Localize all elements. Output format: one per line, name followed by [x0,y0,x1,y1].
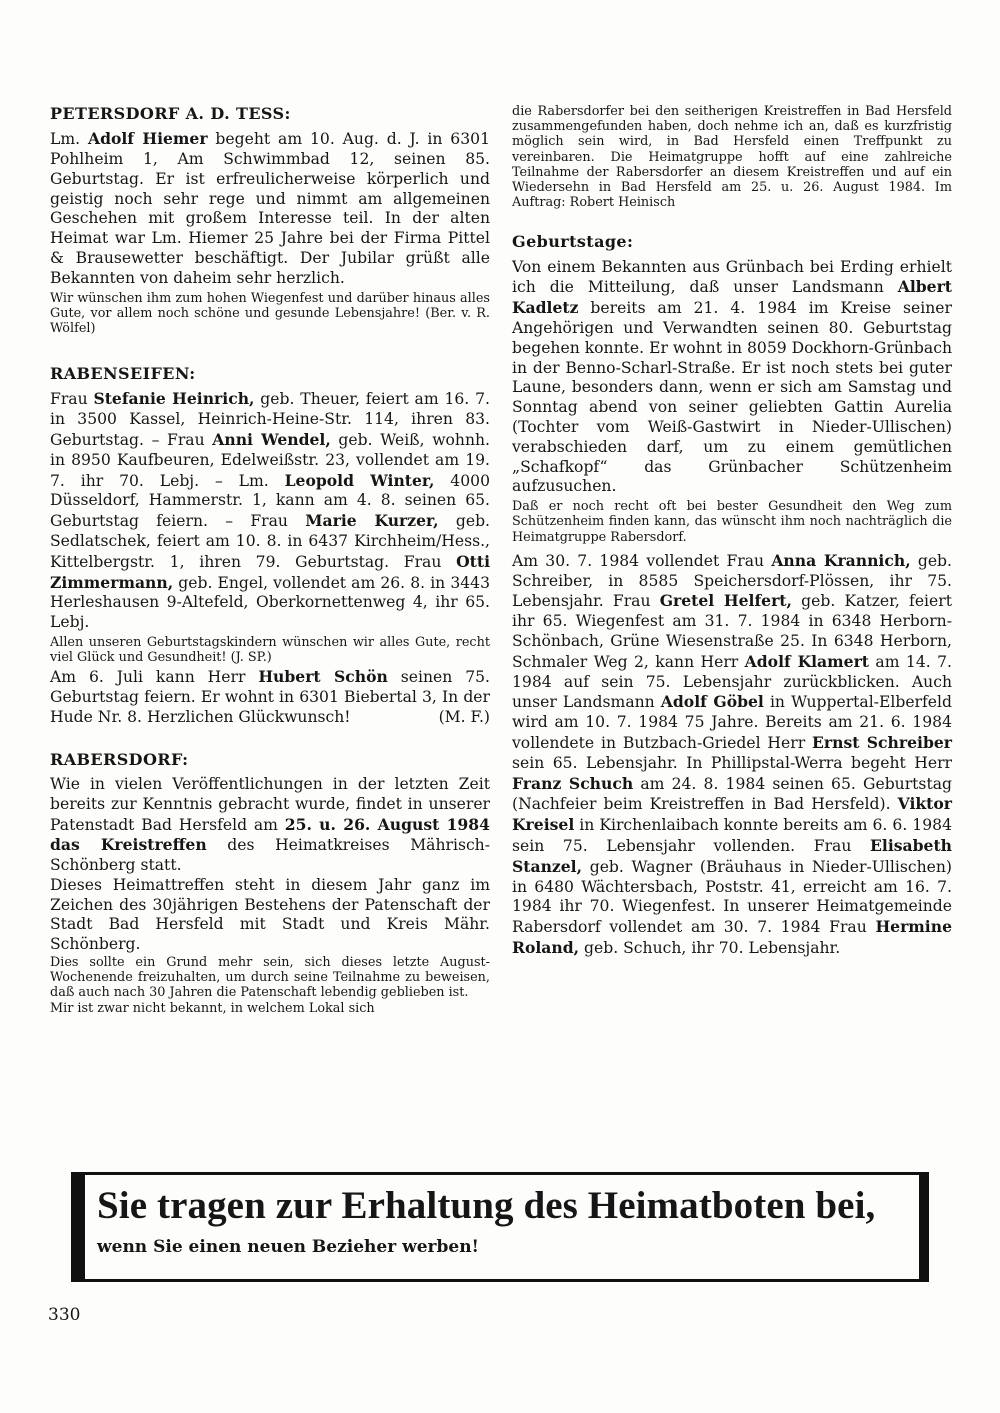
left-column [50,104,490,1028]
event-highlight: 25. u. 26. August 1984 das Kreistreffen [50,814,490,855]
section-petersdorf [50,104,490,336]
paragraph [50,775,490,876]
person-name: Viktor Kreisel [512,794,952,835]
person-name: Marie Kurzer, [305,511,439,531]
text-run: begeht am 10. Aug. d. J. in 6301 Pohlheim 1, Am Schwimmbad 12, seinen 85. Geburtstag. Er ist erfreulicherweise körperlich und geistig noch sehr rege und nimmt am allgemeinen Geschehen mit großem Interesse teil. In der alten Heimat war Lm. Hiemer 25 Jahre bei der Firma Pittel & Brausewetter beschäftigt. Der Jubilar grüßt alle Bekannten von daheim sehr herzlich. [50,130,490,287]
person-name: Adolf Göbel [660,692,764,712]
text-run: am 24. 8. 1984 seinen 65. Geburtstag (Nachfeier beim Kreistreffen in Bad Hersfeld). [512,774,952,814]
section-geburtstage [512,232,952,958]
paragraph [50,129,490,288]
person-name: Stefanie Heinrich, [93,389,255,409]
person-name: Hubert Schön [258,667,388,687]
person-name: Adolf Hiemer [87,129,208,149]
paragraph-small: Daß er noch recht oft bei bester Gesundheit den Weg zum Schützenheim finden kann, das wünscht ihm noch nachträglich die Heimatgruppe Rabersdorf. [512,499,952,545]
page-number: 330 [48,1305,81,1325]
right-column [512,104,952,971]
paragraph-small: die Rabersdorfer bei den seitherigen Kreistreffen in Bad Hersfeld zusammengefunden haben, doch nehme ich an, daß es kurzfristig möglich sein wird, in Bad Hersfeld einen Treffpunkt zu vereinbaren. Die Heimatgruppe hofft auf eine zahlreiche Teilnahme der Rabersdorfer an diesem Kreistreffen und auf ein Wiedersehn in Bad Hersfeld am 25. u. 26. August 1984. Im Auftrag: Robert Heinisch [512,104,952,211]
section-heading: RABERSDORF: [50,749,189,769]
paragraph-small: Wir wünschen ihm zum hohen Wiegenfest und darüber hinaus alles Gute, vor allem noch schöne und gesunde Lebensjahre! (Ber. v. R. Wölfel) [50,290,490,336]
person-name: Hermine Roland, [512,917,952,957]
text-run: geb. Wagner (Bräuhaus in Nieder-Ullischen) in 6480 Wächtersbach, Poststr. 41, erreicht am 16. 7. 1984 ihr 70. Wiegenfest. In unserer Heimatgemeinde Rabersdorf vollendet am 30. 7. 1984 Frau [512,857,952,937]
text-run: Am 30. 7. 1984 vollendet Frau [512,551,772,570]
section-heading: Geburtstage: [512,232,634,252]
text-run: geb. Katzer, feiert ihr 65. Wiegenfest am 31. 7. 1984 in 6348 Herborn-Schönbach, Grüne Wiesenstraße 25. In 6348 Herborn, Schmaler Weg 2, kann Herr [512,592,952,671]
text-run: am 14. 7. 1984 auf sein 75. Lebensjahr zurückblicken. Auch unser Landsmann [512,652,952,712]
paragraph-small: Mir ist zwar nicht bekannt, in welchem Lokal sich [50,1000,375,1016]
paragraph [512,551,952,959]
person-name: Albert Kadletz [512,277,952,318]
ad-title: Sie tragen zur Erhaltung des Heimatboten bei, [97,1184,876,1227]
section-rabersdorf [50,750,490,1016]
person-name: Elisabeth Stanzel, [512,835,952,876]
person-name: Anna Krannich, [771,550,911,570]
text-run: Frau [50,390,94,409]
text-run: seinen 75. Geburtstag feiern. Er wohnt in 6301 Biebertal 3, In der Hude Nr. 8. Herzlichen Glückwunsch! [50,668,490,726]
text-run: geb. Schreiber, in 8585 Speichersdorf-Plössen, ihr 75. Lebensjahr. Frau [512,551,953,611]
text-run: Von einem Bekannten aus Grünbach bei Erding erhielt ich die Mitteilung, daß unser Landsmann [512,257,952,297]
paragraph: Dieses Heimattreffen steht in diesem Jahr ganz im Zeichen des 30jährigen Bestehens der Patenschaft der Stadt Bad Hersfeld mit Stadt und Kreis Mähr. Schönberg. [50,875,490,954]
person-name: Ernst Schreiber [812,732,952,752]
text-run: Wie in vielen Veröffentlichungen in der letzten Zeit bereits zur Kenntnis gebracht wurde, findet in unserer Patenstadt Bad Hersfeld am [50,774,490,834]
paragraph [50,389,490,633]
paragraph [512,258,952,498]
person-name: Anni Wendel, [212,429,331,449]
advertisement-box [71,1172,929,1282]
person-name: Otti Zimmermann, [50,551,490,592]
text-run: Am 6. Juli kann Herr [50,668,259,687]
text-run: des Heimatkreises Mährisch-Schönberg statt. [50,836,490,875]
paragraph-small: Dies sollte ein Grund mehr sein, sich dieses letzte August-Wochenende freizuhalten, um durch seine Teilnahme zu beweisen, daß auch nach 30 Jahren die Patenschaft lebendig geblieben ist. [50,955,490,1001]
section-heading: PETERSDORF A. D. TESS: [50,104,291,123]
text-run: Lm. [50,130,88,149]
text-run: geb. Weiß, wohnh. in 8950 Kaufbeuren, Edelweißstr. 23, vollendet am 19. 7. ihr 70. Lebj. – Lm. [50,430,491,490]
text-run: geb. Sedlatschek, feiert am 10. 8. in 6437 Kirchheim/Hess., Kittelbergstr. 1, ihren 79. Geburtstag. Frau [50,512,491,571]
text-run: geb. Engel, vollendet am 26. 8. in 3443 Herleshausen 9-Altefeld, Oberkornettenweg 4, ihr 65. Lebj. [50,573,490,632]
text-run: geb. Theuer, feiert am 16. 7. in 3500 Kassel, Heinrich-Heine-Str. 114, ihren 83. Geburtstag. – Frau [50,390,490,449]
paragraph-small: Allen unseren Geburtstagskindern wünschen wir alles Gute, recht viel Glück und Gesundheit! (J. SP.) [50,634,490,666]
text-run: bereits am 21. 4. 1984 im Kreise seiner Angehörigen und Verwandten seinen 80. Geburtstag begehen konnte. Er wohnt in 8059 Dockhorn-Grünbach in der Benno-Scharl-Straße. Er ist noch stets bei guter Laune, besonders dann, wenn er sich am Samstag und Sonntag abend von seiner geliebten Gattin Aurelia (Tochter vom Weiß-Gastwirt in Nieder-Ullischen) verabschieden darf, um zu einem gemütlichen „Schafkopf“ das Grünbacher Schützenheim aufzusuchen. [512,299,952,496]
author-signature: (M. F.) [438,707,490,726]
person-name: Gretel Helfert, [659,591,792,611]
person-name: Leopold Winter, [284,470,435,490]
section-heading: RABENSEIFEN: [50,364,196,384]
text-run: in Wuppertal-Elberfeld wird am 10. 7. 1984 75 Jahre. Bereits am 21. 6. 1984 vollendete in Butzbach-Griedel Herr [512,693,952,752]
text-run: geb. Schuch, ihr 70. Lebensjahr. [579,938,841,957]
paragraph [50,667,490,727]
section-rabenseifen [50,364,490,728]
ad-subtitle: wenn Sie einen neuen Bezieher werben! [97,1237,480,1257]
text-run: in Kirchenlaibach konnte bereits am 6. 6. 1984 sein 75. Lebensjahr vollenden. Frau [512,816,952,855]
person-name: Franz Schuch [512,773,634,793]
text-run: 4000 Düsseldorf, Hammerstr. 1, kann am 4. 8. seinen 65. Geburtstag feiern. – Frau [50,471,490,531]
person-name: Adolf Klamert [744,651,870,671]
text-run: sein 65. Lebensjahr. In Phillipstal-Werra begeht Herr [512,753,952,772]
